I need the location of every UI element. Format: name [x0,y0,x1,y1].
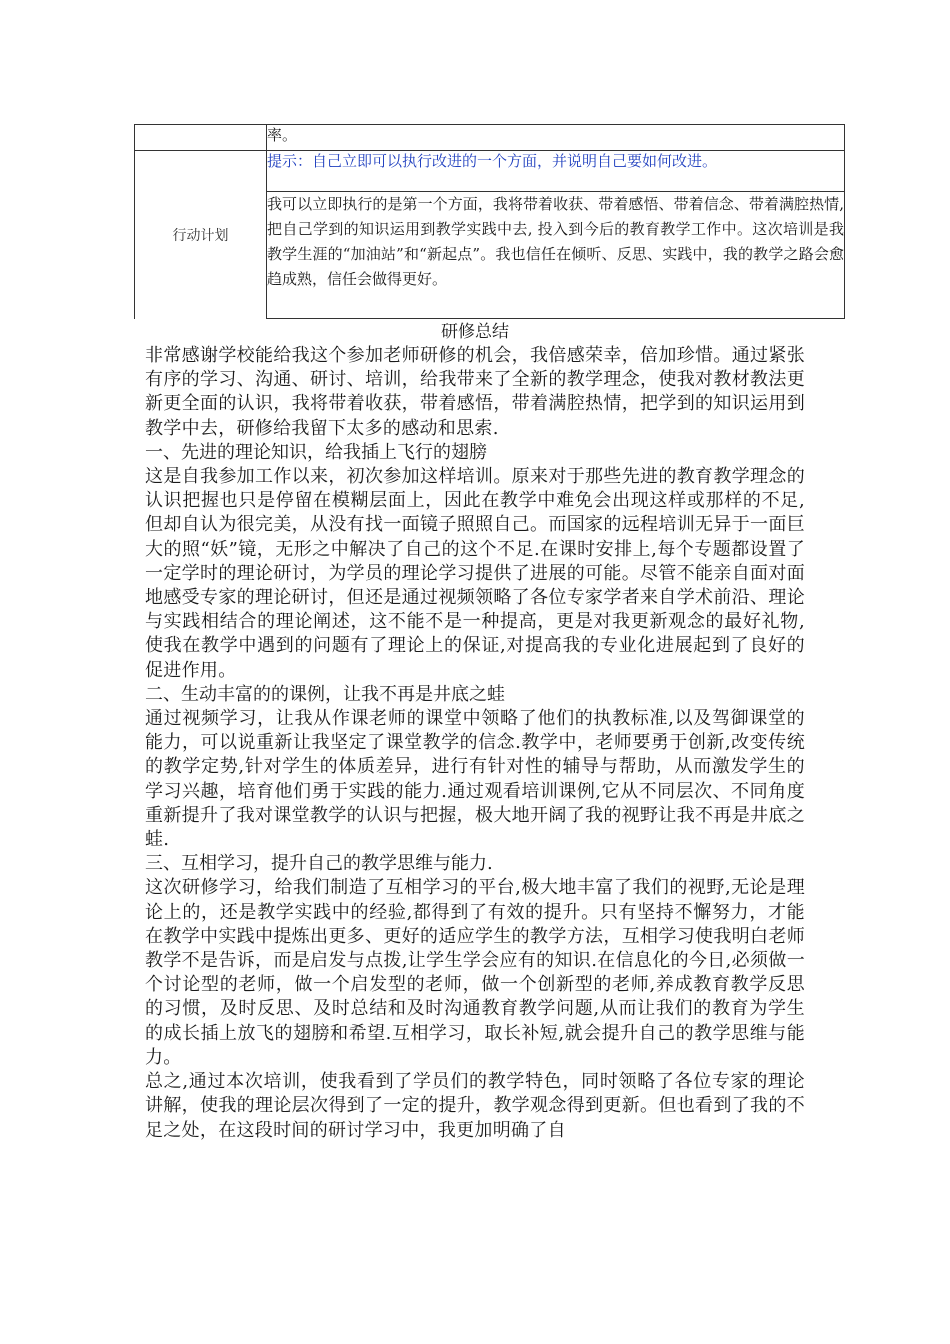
section-heading-1: 一、先进的理论知识，给我插上飞行的翅膀 [145,441,487,463]
essay-body [145,320,805,1143]
table-row [135,125,845,151]
plan-text: 我可以立即执行的是第一个方面，我将带着收获、带着感悟、带着信念、带着满腔热情, 把自己学到的知识运用到教学实践中去, 投入到今后的教育教学工作中。这次培训是我教学生涯的“加油站”和“新起点”。我也信任在倾听、反思、实践中，我的教学之路会愈趋成熟，信任会做得更好。 [267,192,845,319]
section-heading-3: 三、互相学习，提升自己的教学思维与能力. [145,853,493,875]
section-heading-2: 二、生动丰富的的课例，让我不再是井底之蛙 [145,683,505,705]
section-body-3: 这次研修学习，给我们制造了互相学习的平台,极大地丰富了我们的视野,无论是理论上的，还是教学实践中的经验,都得到了有效的提升。只有坚持不懈努力，才能在教学中实践中提炼出更多、更好的适应学生的教学方法，互相学习使我明白老师教学不是告诉，而是启发与点拨,让学生学会应有的知识.在信息化的今日,必须做一个讨论型的老师，做一个启发型的老师，做一个创新型的老师,养成教育教学反思的习惯，及时反思、及时总结和及时沟通教育教学问题,从而让我们的教育为学生的成长插上放飞的翅膀和希望.互相学习，取长补短,就会提升自己的教学思维与能力。 [145,877,805,1068]
conclusion-paragraph: 总之,通过本次培训，使我看到了学员们的教学特色，同时领略了各位专家的理论讲解，使我的理论层次得到了一定的提升，教学观念得到更新。但也看到了我的不足之处，在这段时间的研讨学习中，我更加明确了自 [145,1071,805,1141]
section-body-1: 这是自我参加工作以来，初次参加这样培训。原来对于那些先进的教育教学理念的认识把握也只是停留在模糊层面上，因此在教学中难免会出现这样或那样的不足,但却自认为很完美，从没有找一面镜子照照自己。而国家的远程培训无异于一面巨大的照“妖”镜，无形之中解决了自己的这个不足.在课时安排上,每个专题都设置了一定学时的理论研讨，为学员的理论学习提供了进展的可能。尽管不能亲自面对面地感受专家的理论研讨，但还是通过视频领略了各位专家学者来自学术前沿、理论与实践相结合的理论阐述，这不能不是一种提高，更是对我更新观念的最好礼物,使我在教学中遇到的问题有了理论上的保证,对提高我的专业化进展起到了良好的促进作用。 [145,466,805,681]
action-plan-label: 行动计划 [135,151,267,319]
section-body-2: 通过视频学习，让我从作课老师的课堂中领略了他们的执教标准,以及驾御课堂的能力，可以说重新让我坚定了课堂教学的信念.教学中，老师要勇于创新,改变传统的教学定势,针对学生的体质差异，进行有针对性的辅导与帮助，从而激发学生的学习兴趣，培育他们勇于实践的能力.通过观看培训课例,它从不同层次、不同角度重新提升了我对课堂教学的认识与把握，极大地开阔了我的视野让我不再是井底之蛙. [145,708,805,851]
intro-paragraph: 非常感谢学校能给我这个参加老师研修的机会，我倍感荣幸，倍加珍惜。通过紧张有序的学习、沟通、研讨、培训，给我带来了全新的教学理念，使我对教材教法更新更全面的认识，我将带着收获，带着感悟，带着满腔热情，把学到的知识运用到教学中去，研修给我留下太多的感动和思索. [145,345,805,439]
table-row [135,151,845,192]
essay-title: 研修总结 [441,322,509,342]
hint-text: 提示：自己立即可以执行改进的一个方面，并说明自己要如何改进。 [267,151,845,192]
table-label-cell-empty [135,125,267,151]
action-plan-table [134,124,845,319]
table-content-cell: 率。 [267,125,845,151]
